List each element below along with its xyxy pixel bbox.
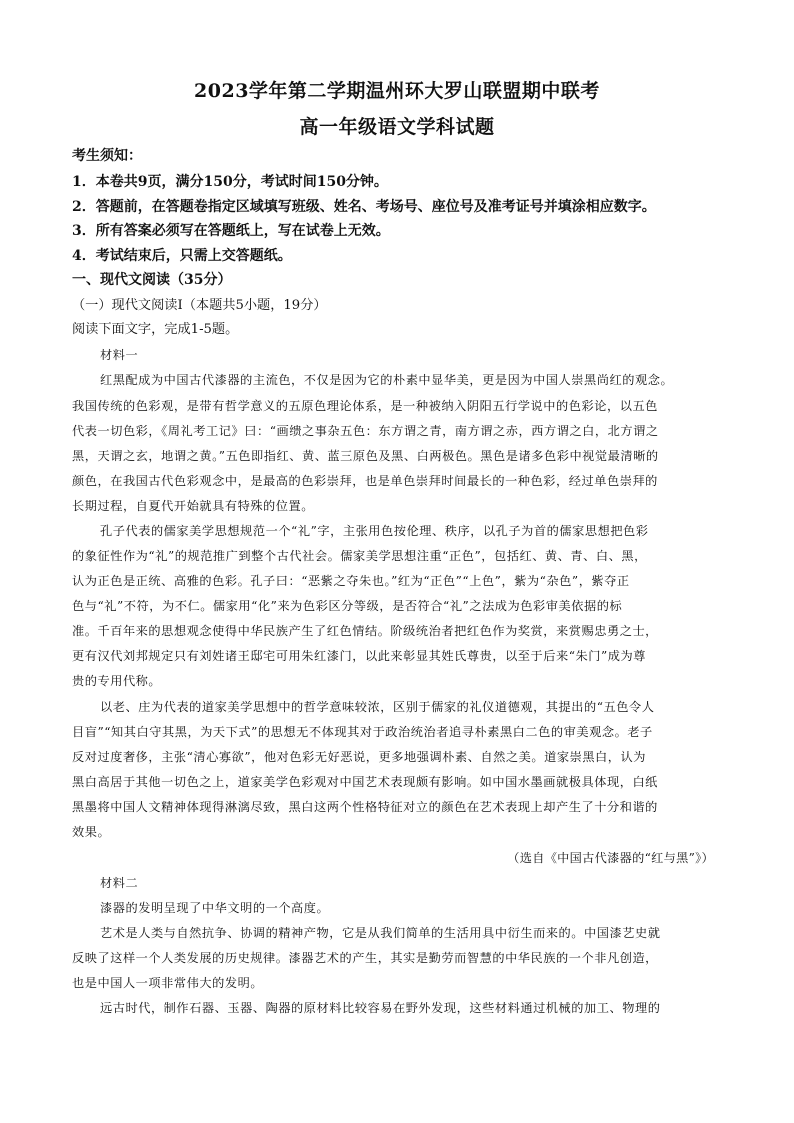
paragraph-line: 代表一切色彩，《周礼考工记》曰：“画缋之事杂五色：东方谓之青，南方谓之赤，西方谓之白，北方谓之 — [72, 424, 659, 438]
paragraph-line: 准。千百年来的思想观念使得中华民族产生了红色情结。阶级统治者把红色作为奖赏，来赏赐忠勇之士， — [72, 624, 658, 638]
material-one-source: （选自《中国古代漆器的“红与黑”》） — [507, 851, 714, 865]
paragraph-line: 目盲”“知其白守其黑，为天下式”的思想无不体现其对于政治统治者追寻朴素黑白二色的审美观念。老子 — [72, 725, 653, 739]
paragraph-line: 色与“礼”不符，为不仁。儒家用“化”来为色彩区分等级，是否符合“礼”之法成为色彩审美依据的标 — [72, 599, 623, 613]
paragraph-line: 黑白高居于其他一切色之上，道家美学色彩观对中国艺术表现颇有影响。如中国水墨画就极具体现，白纸 — [72, 775, 658, 789]
paragraph-line: 也是中国人一项非常伟大的发明。 — [72, 976, 264, 990]
paragraph-line: 我国传统的色彩观，是带有哲学意义的五原色理论体系，是一种被纳入阴阳五行学说中的色彩论，以五色 — [72, 399, 658, 413]
notice-item: 3．所有答案必须写在答题纸上，写在试卷上无效。 — [72, 223, 390, 239]
paragraph-line: 反对过度奢侈，主张“清心寡欲”，他对色彩无好恶说，更多地强调朴素、自然之美。道家崇黑白，认为 — [72, 750, 647, 764]
material-two-label: 材料二 — [100, 876, 139, 890]
exam-title: 2023学年第二学期温州环大罗山联盟期中联考 — [194, 80, 600, 102]
paragraph-line: 以老、庄为代表的道家美学思想中的哲学意味较浓，区别于儒家的礼仪道德观，其提出的“五色令人 — [100, 700, 655, 714]
paragraph-line: 颜色，在我国古代色彩观念中，是最高的色彩崇拜，也是单色崇拜时间最长的一种色彩，经过单色崇拜的 — [72, 474, 658, 488]
paragraph-line: 长期过程，自夏代开始就具有特殊的位置。 — [72, 499, 315, 513]
paragraph-line: 效果。 — [72, 825, 111, 839]
paragraph-line: 更有汉代刘邦规定只有刘姓诸王邸宅可用朱红漆门，以此来彰显其姓氏尊贵，以至于后来“朱门”成为尊 — [72, 649, 647, 663]
part-heading: （一）现代文阅读Ⅰ（本题共5小题，19分） — [72, 298, 327, 313]
notice-item: 2．答题前，在答题卷指定区域填写班级、姓名、考场号、座位号及准考证号并填涂相应数字。 — [72, 199, 656, 215]
reading-instruction: 阅读下面文字，完成1-5题。 — [72, 322, 239, 337]
notice-heading: 考生须知： — [72, 148, 142, 164]
paragraph-line: 红黑配成为中国古代漆器的主流色，不仅是因为它的朴素中显华美，更是因为中国人崇黑尚红的观念。 — [100, 373, 674, 387]
exam-subtitle: 高一年级语文学科试题 — [299, 116, 495, 138]
paragraph-line: 的象征性作为“礼”的规范推广到整个古代社会。儒家美学思想注重“正色”，包括红、黄、青、白、黑， — [72, 549, 647, 563]
paragraph-line: 远古时代，制作石器、玉器、陶器的原材料比较容易在野外发现，这些材料通过机械的加工、物理的 — [100, 1001, 661, 1015]
paragraph-line: 贵的专用代称。 — [72, 674, 162, 688]
paragraph-line: 反映了这样一个人类发展的历史规律。漆器艺术的产生，其实是勤劳而智慧的中华民族的一个非凡创造， — [72, 951, 658, 965]
paragraph-line: 认为正色是正统、高雅的色彩。孔子曰：“恶紫之夺朱也。”红为“正色”“上色”，紫为“杂色”，紫夺正 — [72, 574, 630, 588]
paragraph-line: 艺术是人类与自然抗争、协调的精神产物，它是从我们简单的生活用具中衍生而来的。中国漆艺史就 — [100, 926, 661, 940]
paragraph-line: 黑，天谓之玄，地谓之黄。”五色即指红、黄、蓝三原色及黑、白两极色。黑色是诸多色彩中视觉最清晰的 — [72, 449, 659, 463]
paragraph-line: 黑墨将中国人文精神体现得淋漓尽致，黑白这两个性格特征对立的颜色在艺术表现上却产生了十分和谐的 — [72, 800, 658, 814]
paragraph-line: 孔子代表的儒家美学思想规范一个“礼”字，主张用色按伦理、秩序，以孔子为首的儒家思想把色彩 — [100, 524, 649, 538]
section-heading: 一、现代文阅读（35分） — [72, 272, 232, 288]
paragraph-line: 漆器的发明呈现了中华文明的一个高度。 — [100, 901, 330, 915]
notice-item: 4．考试结束后，只需上交答题纸。 — [72, 248, 292, 264]
notice-item: 1．本卷共9页，满分150分，考试时间150分钟。 — [72, 174, 388, 190]
material-one-label: 材料一 — [100, 348, 139, 362]
